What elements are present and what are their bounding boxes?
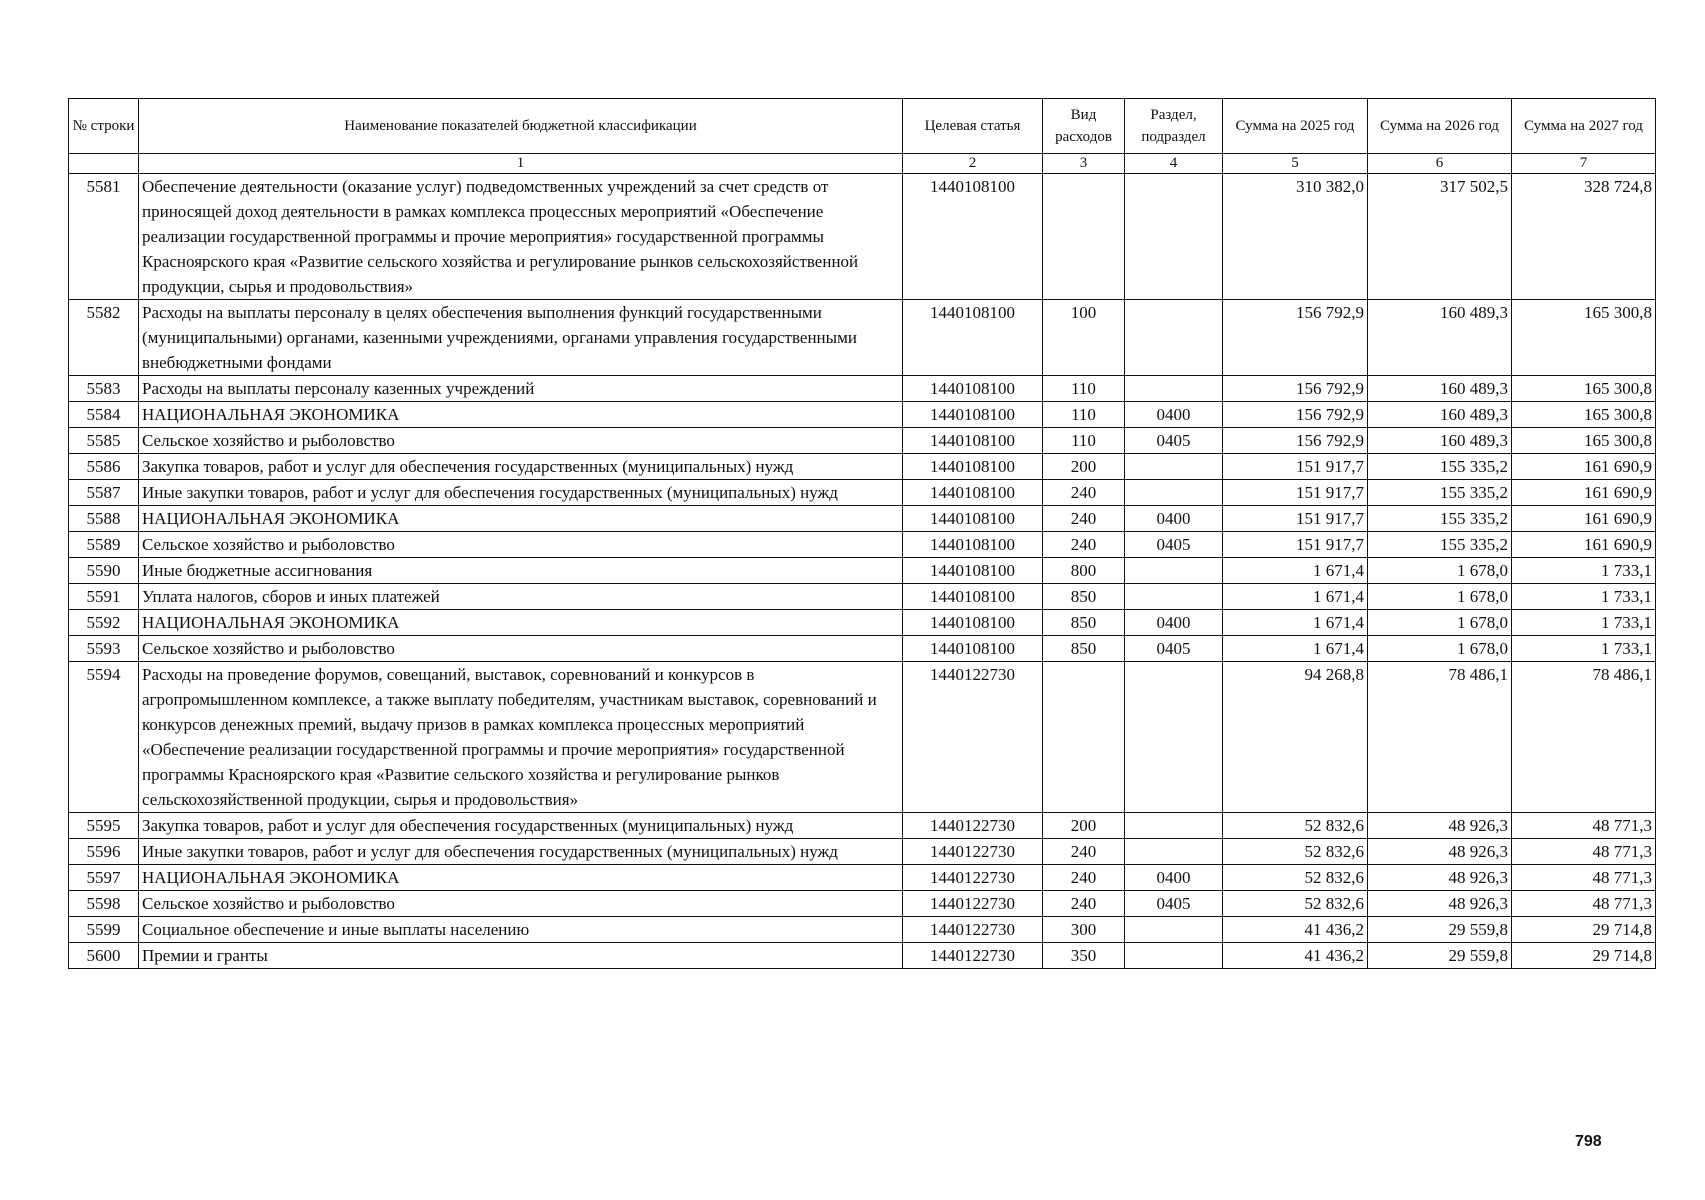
sum-2026: 1 678,0 [1368,636,1512,662]
sum-2027: 1 733,1 [1512,610,1656,636]
expense-type: 300 [1043,917,1125,943]
section-code: 0405 [1125,891,1223,917]
row-name: Сельское хозяйство и рыболовство [139,636,903,662]
header-sum-2027: Сумма на 2027 год [1512,99,1656,154]
row-number: 5599 [69,917,139,943]
section-code [1125,480,1223,506]
sum-2026: 1 678,0 [1368,584,1512,610]
section-code [1125,917,1223,943]
row-number: 5595 [69,813,139,839]
row-name: Премии и гранты [139,943,903,969]
target-article: 1440122730 [903,813,1043,839]
row-name: НАЦИОНАЛЬНАЯ ЭКОНОМИКА [139,865,903,891]
sum-2025: 156 792,9 [1223,300,1368,376]
expense-type: 240 [1043,480,1125,506]
expense-type: 110 [1043,428,1125,454]
sum-2025: 151 917,7 [1223,532,1368,558]
row-name: Расходы на проведение форумов, совещаний, выставок, соревнований и конкурсов в агропромышленном комплексе, а также выплату победителям, участникам выставок, соревнований и конкурсов денежных премий, выдачу призов в рамках комплекса процессных мероприятий «Обеспечение реализации государственной программы и прочие мероприятия» государственной программы Красноярского края «Развитие сельского хозяйства и регулирование рынков сельскохозяйственной продукции, сырья и продовольствия» [139,662,903,813]
section-code [1125,376,1223,402]
target-article: 1440108100 [903,300,1043,376]
sum-2027: 328 724,8 [1512,174,1656,300]
sum-2027: 48 771,3 [1512,813,1656,839]
column-number [69,154,139,174]
target-article: 1440122730 [903,865,1043,891]
column-number: 6 [1368,154,1512,174]
row-name: Расходы на выплаты персоналу в целях обеспечения выполнения функций государственными (муниципальными) органами, казенными учреждениями, органами управления государственными внебюджетными фондами [139,300,903,376]
sum-2026: 160 489,3 [1368,300,1512,376]
row-number: 5597 [69,865,139,891]
header-expense-type: Вид расходов [1043,99,1125,154]
row-name: Сельское хозяйство и рыболовство [139,532,903,558]
sum-2025: 156 792,9 [1223,376,1368,402]
row-name: Социальное обеспечение и иные выплаты населению [139,917,903,943]
sum-2025: 156 792,9 [1223,402,1368,428]
target-article: 1440108100 [903,174,1043,300]
table-row [69,480,1656,506]
expense-type: 850 [1043,584,1125,610]
table-row [69,865,1656,891]
header-row [69,99,1656,154]
sum-2026: 160 489,3 [1368,428,1512,454]
target-article: 1440108100 [903,610,1043,636]
section-code [1125,943,1223,969]
row-number: 5581 [69,174,139,300]
sum-2026: 155 335,2 [1368,506,1512,532]
sum-2025: 156 792,9 [1223,428,1368,454]
expense-type: 240 [1043,506,1125,532]
sum-2025: 41 436,2 [1223,943,1368,969]
section-code [1125,839,1223,865]
sum-2027: 161 690,9 [1512,454,1656,480]
table-row [69,917,1656,943]
section-code: 0400 [1125,865,1223,891]
sum-2025: 1 671,4 [1223,558,1368,584]
row-number: 5583 [69,376,139,402]
sum-2025: 41 436,2 [1223,917,1368,943]
table-header [69,99,1656,174]
sum-2026: 160 489,3 [1368,402,1512,428]
table-row [69,813,1656,839]
column-number: 5 [1223,154,1368,174]
sum-2026: 48 926,3 [1368,813,1512,839]
sum-2027: 161 690,9 [1512,532,1656,558]
expense-type: 800 [1043,558,1125,584]
sum-2027: 161 690,9 [1512,506,1656,532]
expense-type: 200 [1043,454,1125,480]
sum-2025: 94 268,8 [1223,662,1368,813]
table-row [69,662,1656,813]
target-article: 1440122730 [903,917,1043,943]
header-target-article: Целевая статья [903,99,1043,154]
expense-type: 240 [1043,839,1125,865]
table-row [69,454,1656,480]
section-code [1125,558,1223,584]
header-sum-2025: Сумма на 2025 год [1223,99,1368,154]
table-row [69,506,1656,532]
row-name: Уплата налогов, сборов и иных платежей [139,584,903,610]
sum-2027: 48 771,3 [1512,865,1656,891]
row-number: 5587 [69,480,139,506]
row-number: 5585 [69,428,139,454]
sum-2027: 78 486,1 [1512,662,1656,813]
sum-2027: 29 714,8 [1512,917,1656,943]
table-row [69,610,1656,636]
expense-type [1043,174,1125,300]
section-code [1125,813,1223,839]
expense-type: 240 [1043,532,1125,558]
target-article: 1440108100 [903,506,1043,532]
header-sum-2026: Сумма на 2026 год [1368,99,1512,154]
row-number: 5600 [69,943,139,969]
sum-2026: 155 335,2 [1368,532,1512,558]
row-number: 5596 [69,839,139,865]
target-article: 1440122730 [903,839,1043,865]
section-code [1125,300,1223,376]
column-number: 3 [1043,154,1125,174]
target-article: 1440108100 [903,558,1043,584]
section-code: 0400 [1125,402,1223,428]
table-row [69,839,1656,865]
sum-2026: 48 926,3 [1368,865,1512,891]
table-row [69,428,1656,454]
sum-2026: 48 926,3 [1368,839,1512,865]
table-row [69,584,1656,610]
page-number: 798 [1575,1133,1602,1150]
sum-2025: 1 671,4 [1223,610,1368,636]
header-name: Наименование показателей бюджетной классификации [139,99,903,154]
target-article: 1440108100 [903,376,1043,402]
sum-2026: 155 335,2 [1368,454,1512,480]
column-number: 2 [903,154,1043,174]
row-number: 5593 [69,636,139,662]
table-row [69,891,1656,917]
sum-2026: 1 678,0 [1368,558,1512,584]
row-name: Иные бюджетные ассигнования [139,558,903,584]
section-code [1125,662,1223,813]
sum-2025: 151 917,7 [1223,480,1368,506]
sum-2027: 48 771,3 [1512,891,1656,917]
expense-type: 100 [1043,300,1125,376]
target-article: 1440122730 [903,891,1043,917]
sum-2027: 165 300,8 [1512,376,1656,402]
sum-2027: 1 733,1 [1512,636,1656,662]
table-row [69,532,1656,558]
target-article: 1440108100 [903,428,1043,454]
expense-type: 240 [1043,891,1125,917]
sum-2027: 161 690,9 [1512,480,1656,506]
expense-type: 110 [1043,402,1125,428]
row-name: Закупка товаров, работ и услуг для обеспечения государственных (муниципальных) нужд [139,454,903,480]
sum-2026: 1 678,0 [1368,610,1512,636]
section-code [1125,174,1223,300]
table-row [69,402,1656,428]
row-number: 5598 [69,891,139,917]
sum-2026: 317 502,5 [1368,174,1512,300]
column-number: 1 [139,154,903,174]
expense-type: 110 [1043,376,1125,402]
row-number: 5592 [69,610,139,636]
sum-2026: 78 486,1 [1368,662,1512,813]
row-name: НАЦИОНАЛЬНАЯ ЭКОНОМИКА [139,610,903,636]
section-code: 0400 [1125,610,1223,636]
target-article: 1440108100 [903,532,1043,558]
table-row [69,174,1656,300]
sum-2025: 1 671,4 [1223,584,1368,610]
table-row [69,300,1656,376]
column-number: 4 [1125,154,1223,174]
row-number: 5582 [69,300,139,376]
sum-2025: 52 832,6 [1223,839,1368,865]
sum-2026: 29 559,8 [1368,917,1512,943]
expense-type: 240 [1043,865,1125,891]
expense-type: 350 [1043,943,1125,969]
table-row [69,943,1656,969]
table-row [69,376,1656,402]
sum-2025: 52 832,6 [1223,813,1368,839]
target-article: 1440108100 [903,480,1043,506]
target-article: 1440108100 [903,584,1043,610]
sum-2025: 1 671,4 [1223,636,1368,662]
row-name: Закупка товаров, работ и услуг для обеспечения государственных (муниципальных) нужд [139,813,903,839]
row-name: НАЦИОНАЛЬНАЯ ЭКОНОМИКА [139,506,903,532]
section-code: 0405 [1125,428,1223,454]
target-article: 1440122730 [903,662,1043,813]
row-name: Иные закупки товаров, работ и услуг для обеспечения государственных (муниципальных) нужд [139,839,903,865]
row-number: 5584 [69,402,139,428]
column-number-row [69,154,1656,174]
table-body [69,174,1656,969]
table-row [69,558,1656,584]
sum-2025: 52 832,6 [1223,891,1368,917]
row-number: 5586 [69,454,139,480]
row-number: 5591 [69,584,139,610]
sum-2027: 1 733,1 [1512,584,1656,610]
sum-2027: 165 300,8 [1512,428,1656,454]
sum-2026: 160 489,3 [1368,376,1512,402]
header-section: Раздел, подраздел [1125,99,1223,154]
section-code [1125,454,1223,480]
section-code: 0400 [1125,506,1223,532]
expense-type [1043,662,1125,813]
row-number: 5588 [69,506,139,532]
row-name: Иные закупки товаров, работ и услуг для обеспечения государственных (муниципальных) нужд [139,480,903,506]
row-number: 5594 [69,662,139,813]
sum-2027: 165 300,8 [1512,300,1656,376]
target-article: 1440108100 [903,402,1043,428]
row-name: Обеспечение деятельности (оказание услуг) подведомственных учреждений за счет средств от приносящей доход деятельности в рамках комплекса процессных мероприятий «Обеспечение реализации государственной программы и прочие мероприятия» государственной программы Красноярского края «Развитие сельского хозяйства и регулирование рынков сельскохозяйственной продукции, сырья и продовольствия» [139,174,903,300]
section-code: 0405 [1125,532,1223,558]
sum-2026: 48 926,3 [1368,891,1512,917]
sum-2027: 165 300,8 [1512,402,1656,428]
column-number: 7 [1512,154,1656,174]
sum-2027: 1 733,1 [1512,558,1656,584]
row-name: Сельское хозяйство и рыболовство [139,891,903,917]
row-name: НАЦИОНАЛЬНАЯ ЭКОНОМИКА [139,402,903,428]
sum-2025: 151 917,7 [1223,506,1368,532]
expense-type: 200 [1043,813,1125,839]
sum-2025: 151 917,7 [1223,454,1368,480]
target-article: 1440108100 [903,454,1043,480]
row-number: 5590 [69,558,139,584]
sum-2026: 155 335,2 [1368,480,1512,506]
section-code [1125,584,1223,610]
row-number: 5589 [69,532,139,558]
row-name: Сельское хозяйство и рыболовство [139,428,903,454]
sum-2025: 52 832,6 [1223,865,1368,891]
expense-type: 850 [1043,610,1125,636]
table-row [69,636,1656,662]
section-code: 0405 [1125,636,1223,662]
expense-type: 850 [1043,636,1125,662]
row-name: Расходы на выплаты персоналу казенных учреждений [139,376,903,402]
budget-table [68,98,1656,969]
target-article: 1440108100 [903,636,1043,662]
sum-2027: 29 714,8 [1512,943,1656,969]
sum-2027: 48 771,3 [1512,839,1656,865]
sum-2026: 29 559,8 [1368,943,1512,969]
sum-2025: 310 382,0 [1223,174,1368,300]
target-article: 1440122730 [903,943,1043,969]
header-row-number: № строки [69,99,139,154]
